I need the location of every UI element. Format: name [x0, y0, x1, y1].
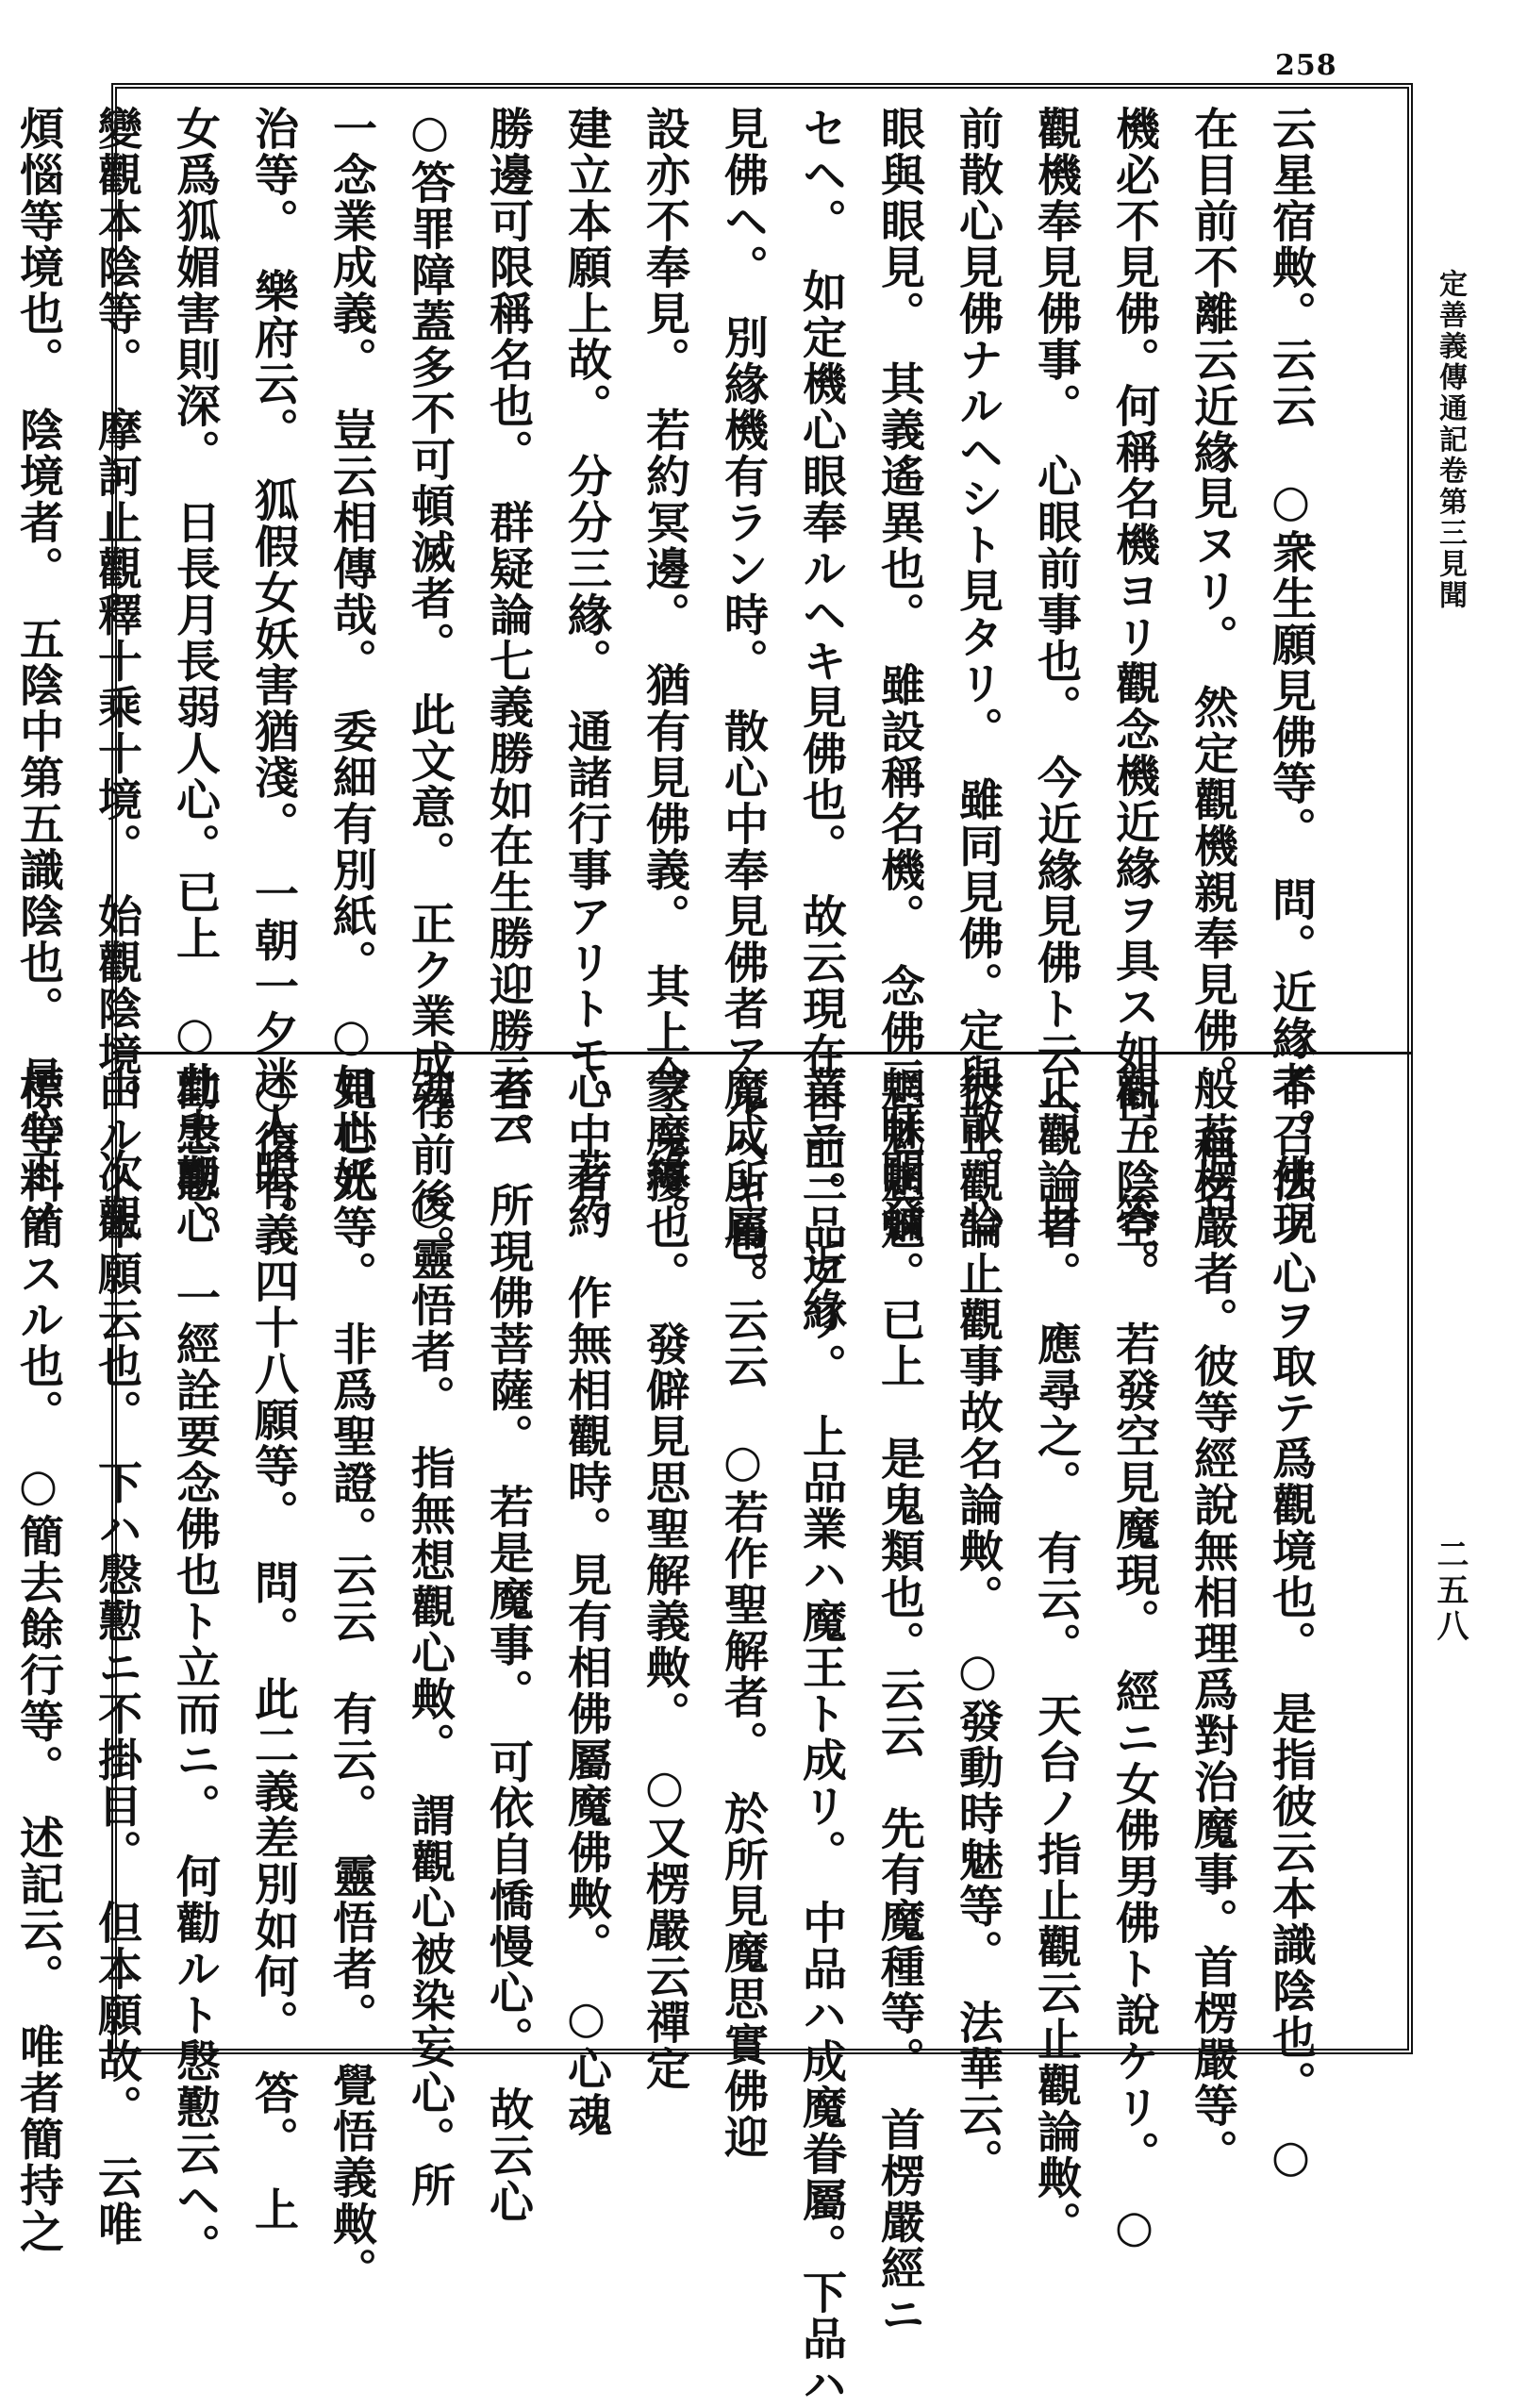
- upper-register: [12, 106, 1330, 1334]
- lower-register: [12, 1066, 1330, 2408]
- text-column: 魍魅魍魎。已上 是鬼類也。云云 先有魔種等。 首楞嚴經ニ: [873, 1066, 925, 2338]
- text-column: 者。 所現佛菩薩。 若是魔事。 可依自憍慢心。 故云心: [482, 1066, 534, 2225]
- text-column: 勝邊可限稱名也。 群疑論七義勝如在生勝迎勝云云: [482, 106, 534, 1147]
- text-column: 不召法ノ心ヲ取テ爲觀境也。 是指彼云本識陰也。 ○: [1265, 1066, 1317, 2184]
- text-column: 女爲狐媚害則深。 日長月長弱人心。已上 ○此土觀心: [169, 106, 221, 1247]
- side-folio-number: 二五八: [1431, 1537, 1469, 1645]
- page-number-top: 258: [1275, 49, 1337, 82]
- text-column: 眼與眼見。 其義遙異也。 雖設稱名機。 念佛三昧開發: [873, 106, 925, 1241]
- text-column: 機必不見佛。何稱名機ヨリ觀念機近緣ヲ具ス如何。 答。: [1108, 106, 1160, 1286]
- text-column: 彼止觀論止觀事故名論敟。 ○發動時魅等。 法華云。: [952, 1066, 1004, 2184]
- text-column: 變觀本陰等。 摩訶止觀釋十乘十境。 始觀陰境。 次觀: [91, 106, 142, 1241]
- text-column: 心中者。 作無相觀時。見有相佛屬魔佛敟。 ○心魂: [560, 1066, 612, 2138]
- running-title: 定善義傳通記卷第三見聞: [1434, 269, 1467, 611]
- text-column: 觀五陰空。 若發空見魔現。 經ニ女佛男佛ト說ケリ。 ○: [1108, 1066, 1160, 2255]
- text-column: セヘ。 如定機心眼奉ルヘキ見佛也。 故云現在目前。 近緣: [795, 106, 847, 1334]
- text-column: 魔成所屬。云云 ○若作聖解者。 於所見魔思實佛迎: [717, 1066, 769, 2161]
- text-column: 標等料簡スル也。 ○簡去餘行等。 述記云。 唯者簡持之: [12, 1066, 64, 2255]
- text-column: 般若楞嚴者。彼等經說無相理爲對治魔事。首楞嚴等。: [1187, 1066, 1238, 2175]
- text-column: 前散心見佛ナルヘシト見タリ。 雖同見佛。定與散。心: [952, 106, 1004, 1239]
- text-column: 煩惱等境也。 陰境者。 五陰中第五識陰也。 是心王ノ: [12, 106, 64, 1241]
- text-column: 建立本願上故。 分分三緣。 通諸行事アリトモ。 若約: [560, 106, 612, 1241]
- text-column: 由ルト本願云也。 下ハ慇懃ニ不掛目。 但本願故。 云唯: [91, 1066, 142, 2248]
- text-column: 在目前不離云近緣見ヌリ。 然定觀機親奉見佛。 稱名: [1187, 106, 1238, 1217]
- text-column: 設亦不奉見。 若約冥邊。 猶有見佛義。 其上今三緣。: [639, 106, 690, 1241]
- text-column: 觀機奉見佛事。 心眼前事也。 今近緣見佛ト云ヘ。 目: [1030, 106, 1082, 1241]
- text-column: ○答罪障蓋多不可頓滅者。 此文意。 正ク業成存前後。: [404, 106, 456, 1270]
- text-column: 見心光等。 非爲聖證。云云 有云。 靈悟者。 覺悟義敟。: [325, 1066, 377, 2294]
- text-column: 云星宿敟。云云 ○衆生願見佛等。 問。近緣者。佛現: [1265, 106, 1317, 1247]
- text-column: 一念業成義。 豈云相傳哉。 委細有別紙。 ○如世妖: [325, 106, 377, 1203]
- text-column: ○復有義四十八願等。 問。 此二義差別如何。 答。 上: [247, 1066, 299, 2233]
- text-column: 勸慇懃。 一經詮要念佛也ト立而ニ。 何勸ルト慇懃云ヘ。: [169, 1066, 221, 2269]
- text-column: 業ニ三品アリ。 上品業ハ魔王ト成リ。 中品ハ成魔眷屬。下品ハ: [795, 1066, 847, 2408]
- text-column: 蒙魔擾也。 發僻見思聖解義敟。 ○又楞嚴云禪定: [639, 1066, 690, 2092]
- text-column: 止觀論者。 應尋之。 有云。 天台ノ指止觀云止觀論敟。: [1030, 1066, 1082, 2248]
- text-column: 魂。 ○靈悟者。 指無想觀心敟。 謂觀心被染妄心。所: [404, 1066, 456, 2209]
- text-column: 見佛ヘ。 別緣機有ラン時。 散心中奉見佛者アルヘキ也。: [717, 106, 769, 1309]
- text-column: 治等。 樂府云。 狐假女妖害猶淺。 一朝一夕迷人眼。: [247, 106, 299, 1241]
